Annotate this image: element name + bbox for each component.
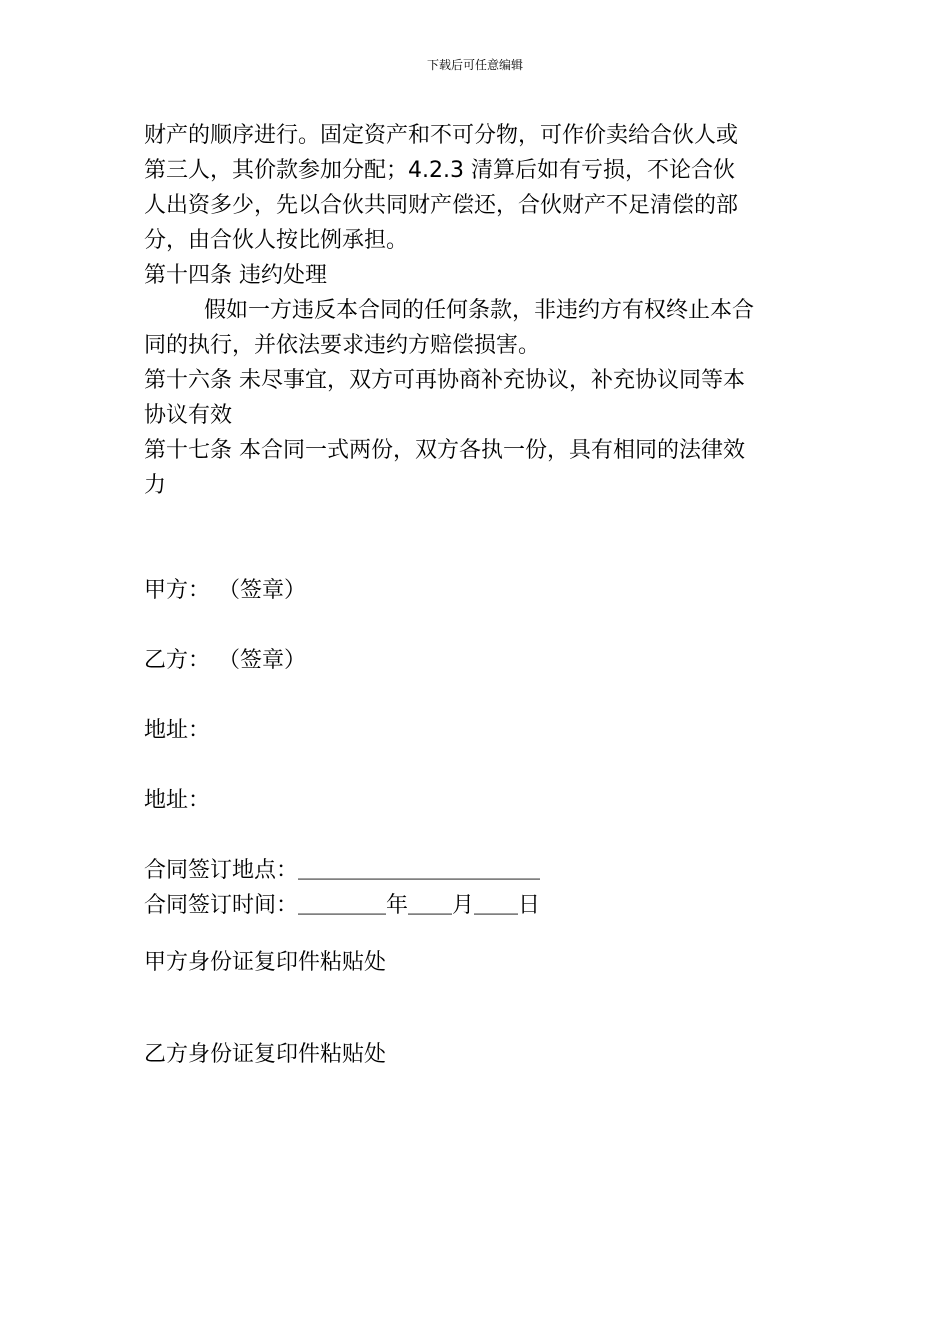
sign-place: 合同签订地点：＿＿＿＿＿＿＿＿＿＿＿ xyxy=(144,858,541,883)
spacer xyxy=(144,503,814,573)
party-b-id-copy-area: 乙方身份证复印件粘贴处 xyxy=(144,1042,387,1067)
paragraph-line: 人出资多少，先以合伙共同财产偿还，合伙财产不足清偿的部 xyxy=(144,193,739,218)
spacer xyxy=(144,608,814,643)
party-a-signature xyxy=(144,573,814,608)
spacer xyxy=(144,678,814,713)
party-b-label: 乙方： xyxy=(144,648,211,673)
address-1-label: 地址： xyxy=(144,718,211,743)
contract-body xyxy=(144,118,814,1072)
article-14-body-line: 假如一方违反本合同的任何条款，非违约方有权终止本合 xyxy=(204,298,755,323)
paragraph-line: 第三人，其价款参加分配；4.2.3 清算后如有亏损，不论合伙 xyxy=(144,158,735,183)
article-16-line: 第十六条 未尽事宜，双方可再协商补充协议，补充协议同等本 xyxy=(144,368,745,393)
address-2-label: 地址： xyxy=(144,788,211,813)
spacer xyxy=(144,748,814,783)
party-a-seal: （签章） xyxy=(218,578,307,603)
party-a-label: 甲方： xyxy=(144,578,211,603)
article-17-line: 第十七条 本合同一式两份，双方各执一份，具有相同的法律效 xyxy=(144,438,745,463)
article-14-title: 第十四条 违约处理 xyxy=(144,263,327,288)
paragraph-line: 财产的顺序进行。固定资产和不可分物，可作价卖给合伙人或 xyxy=(144,123,739,148)
party-b-signature xyxy=(144,643,814,678)
spacer xyxy=(144,818,814,853)
party-b-seal: （签章） xyxy=(218,648,307,673)
party-a-id-copy-area: 甲方身份证复印件粘贴处 xyxy=(144,950,387,975)
sign-time: 合同签订时间：＿＿＿＿年＿＿月＿＿日 xyxy=(144,893,541,918)
spacer xyxy=(144,980,814,1037)
spacer xyxy=(144,923,814,945)
article-14-body-line: 同的执行，并依法要求违约方赔偿损害。 xyxy=(144,333,541,358)
article-16-line: 协议有效 xyxy=(144,403,233,428)
header-note: 下载后可任意编辑 xyxy=(426,58,523,72)
paragraph-line: 分，由合伙人按比例承担。 xyxy=(144,228,409,253)
article-17-line: 力 xyxy=(144,473,167,498)
